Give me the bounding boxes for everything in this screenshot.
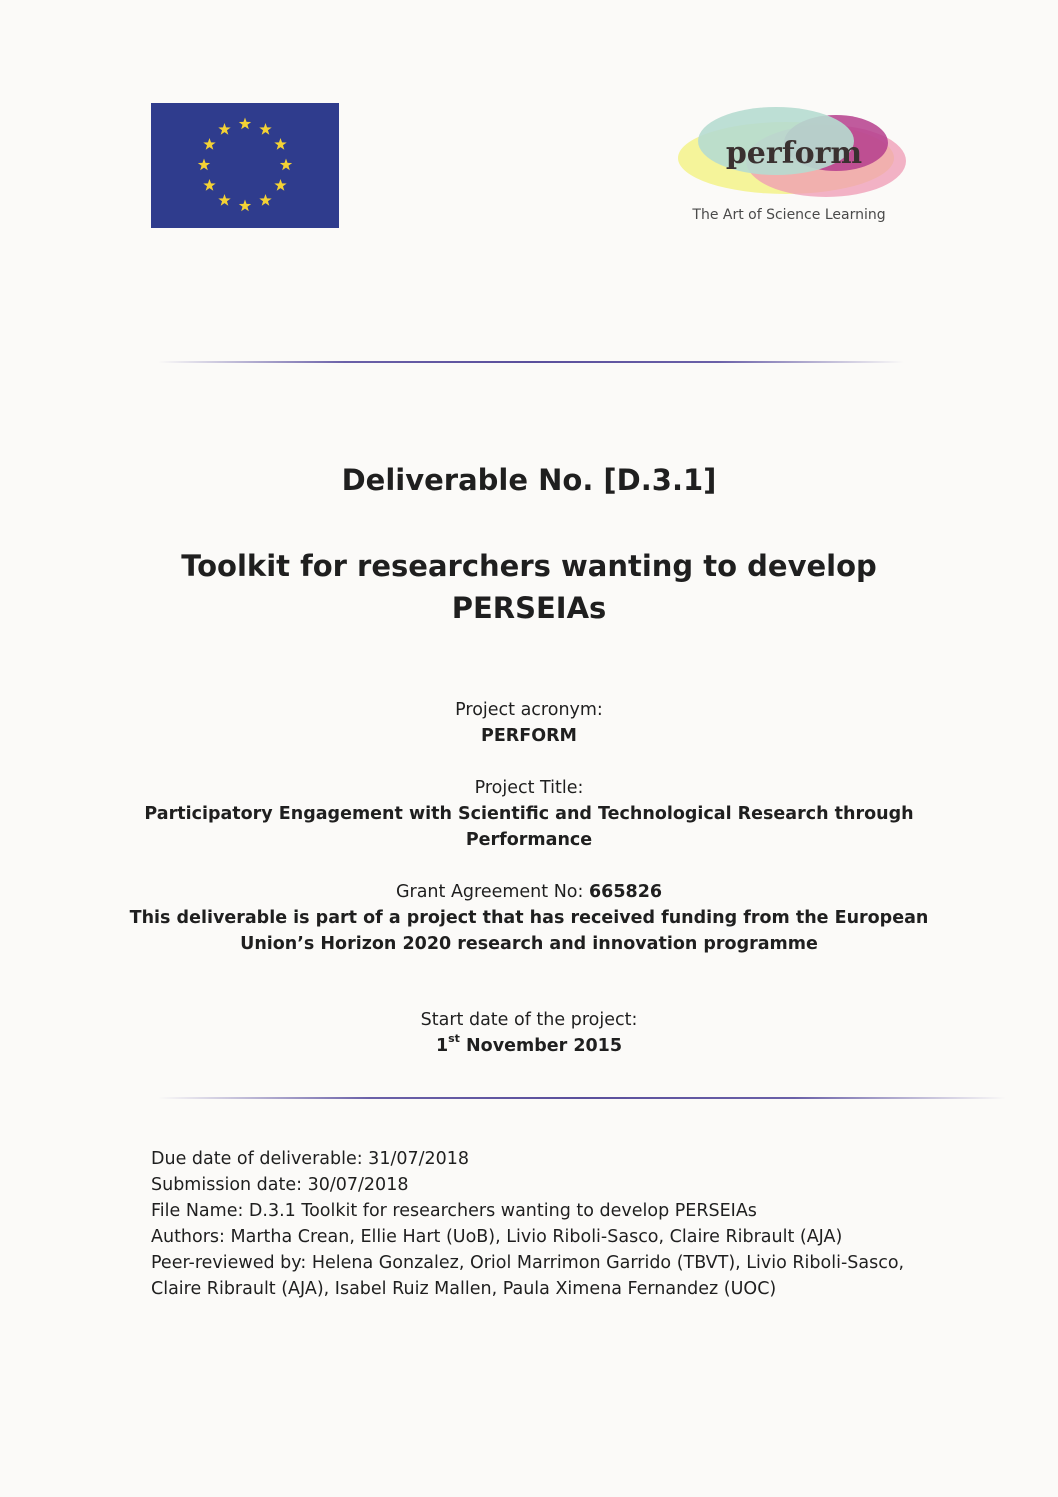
- start-date-block: [100, 1007, 958, 1059]
- eu-star-icon: [259, 123, 271, 135]
- eu-flag-logo: [151, 103, 339, 228]
- perform-wordmark: perform: [725, 136, 863, 171]
- project-acronym-label: Project acronym:: [455, 700, 603, 720]
- grant-block: [100, 879, 958, 957]
- submission-date: Submission date: 30/07/2018: [151, 1175, 409, 1195]
- project-title-label: Project Title:: [474, 778, 584, 798]
- start-date: [100, 1033, 958, 1059]
- eu-star-icon: [203, 138, 215, 150]
- project-acronym: PERFORM: [481, 726, 577, 746]
- eu-star-icon: [274, 138, 286, 150]
- grant-label: Grant Agreement No:: [395, 882, 584, 902]
- eu-star-icon: [274, 179, 286, 191]
- document-title: [100, 545, 958, 629]
- due-date: Due date of deliverable: 31/07/2018: [151, 1149, 470, 1169]
- start-day-suffix: st: [448, 1032, 460, 1046]
- eu-star-icon: [280, 159, 292, 171]
- perform-logo: [676, 103, 912, 233]
- start-date-label: Start date of the project:: [420, 1010, 638, 1030]
- eu-star-icon: [259, 194, 271, 206]
- perform-logo-icon: [676, 103, 912, 203]
- grant-number: 665826: [588, 882, 663, 902]
- start-day: 1: [435, 1036, 449, 1056]
- file-name: File Name: D.3.1 Toolkit for researchers wanting to develop PERSEIAs: [151, 1201, 757, 1221]
- authors: Authors: Martha Crean, Ellie Hart (UoB), Livio Riboli-Sasco, Claire Ribrault (AJA): [151, 1227, 843, 1247]
- eu-star-icon: [239, 200, 251, 212]
- document-title-line2: PERSEIAs: [451, 591, 607, 625]
- project-acronym-block: [100, 697, 958, 749]
- eu-stars-icon: [151, 103, 339, 228]
- project-title-line2: Performance: [465, 830, 593, 850]
- eu-star-icon: [239, 118, 251, 130]
- document-title-line1: Toolkit for researchers wanting to develop: [181, 549, 877, 583]
- divider-top: [158, 361, 904, 363]
- peer-reviewers-line1: Peer-reviewed by: Helena Gonzalez, Oriol Marrimon Garrido (TBVT), Livio Riboli-Sasco,: [151, 1253, 905, 1273]
- peer-reviewers-line2: Claire Ribrault (AJA), Isabel Ruiz Mallen, Paula Ximena Fernandez (UOC): [151, 1279, 777, 1299]
- funding-line1: This deliverable is part of a project that has received funding from the European: [129, 908, 929, 928]
- eu-star-icon: [218, 123, 230, 135]
- document-metadata: [151, 1146, 1011, 1302]
- project-title-line1: Participatory Engagement with Scientific and Technological Research through: [144, 804, 914, 824]
- grant-agreement: [100, 879, 958, 905]
- funding-line2: Union’s Horizon 2020 research and innovation programme: [240, 934, 818, 954]
- project-title-block: [100, 775, 958, 853]
- deliverable-number: Deliverable No. [D.3.1]: [341, 463, 717, 497]
- eu-star-icon: [218, 194, 230, 206]
- start-month-year: November 2015: [466, 1036, 623, 1056]
- logo-tagline: The Art of Science Learning: [692, 207, 886, 223]
- divider-bottom: [158, 1097, 1006, 1099]
- eu-star-icon: [198, 159, 210, 171]
- eu-star-icon: [203, 179, 215, 191]
